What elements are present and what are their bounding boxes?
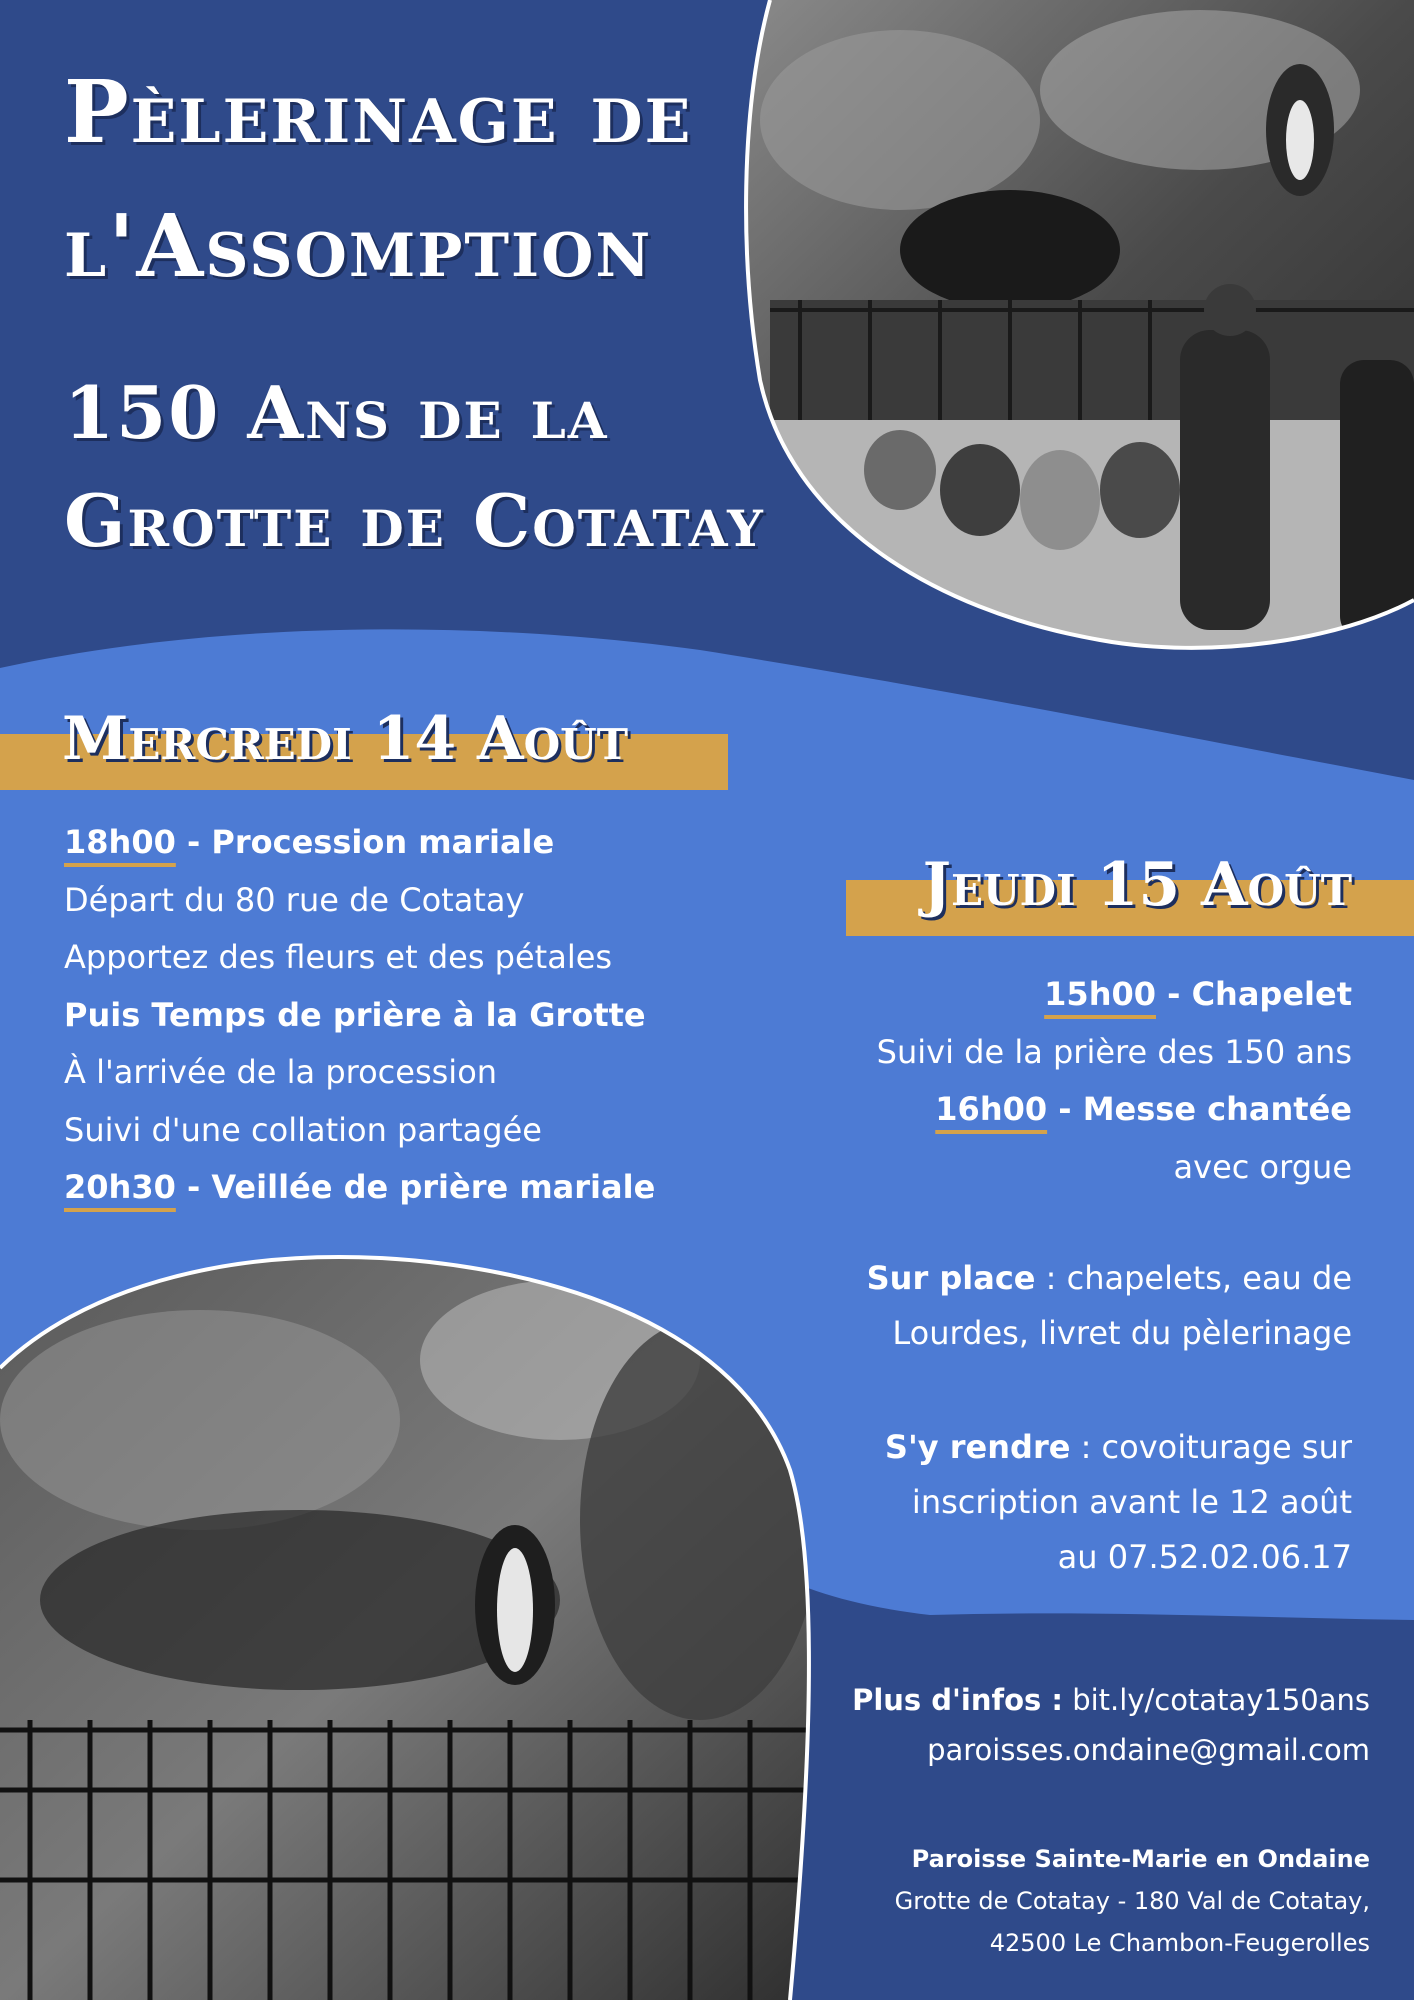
time-badge: 16h00 <box>935 1090 1048 1128</box>
day1-program <box>64 814 655 1217</box>
grotto-photo-bottom <box>0 1250 820 2000</box>
sy-rendre-label: S'y rendre <box>884 1428 1071 1466</box>
address-block <box>895 1838 1370 1964</box>
contact-email[interactable]: paroisses.ondaine@gmail.com <box>927 1733 1370 1767</box>
title-line-2: l'Assomption <box>64 196 653 297</box>
event-label: - Chapelet <box>1156 975 1352 1013</box>
day1-item-4 <box>64 987 655 1045</box>
time-badge: 15h00 <box>1044 975 1156 1013</box>
info-link[interactable]: bit.ly/cotatay150ans <box>1062 1683 1370 1717</box>
day2-item-2: Suivi de la prière des 150 ans <box>876 1032 1352 1071</box>
more-info-label: Plus d'infos : <box>852 1683 1063 1717</box>
day1-item-3: Apportez des fleurs et des pétales <box>64 938 613 976</box>
day2-item-3 <box>877 1081 1352 1139</box>
event-label: Puis Temps de prière à la Grotte <box>64 995 646 1034</box>
time-badge: 20h30 <box>64 1168 176 1206</box>
sy-rendre-phone: au 07.52.02.06.17 <box>1057 1538 1352 1576</box>
sur-place-block <box>867 1251 1352 1361</box>
day1-item-7 <box>64 1159 655 1217</box>
sur-place-label: Sur place <box>866 1259 1036 1297</box>
sur-place-line-1 <box>867 1251 1352 1306</box>
day1-item-6: Suivi d'une collation partagée <box>64 1110 542 1149</box>
day1-heading: Mercredi 14 Août <box>62 704 629 774</box>
event-label: - Messe chantée <box>1047 1090 1352 1128</box>
day1-item-1 <box>64 814 655 872</box>
subtitle-line-2: Grotte de Cotatay <box>64 478 765 563</box>
day1-item-2: Départ du 80 rue de Cotatay <box>64 880 525 919</box>
sy-rendre-block <box>885 1420 1352 1585</box>
parish-label: Paroisse Sainte-Marie en Ondaine <box>911 1845 1370 1873</box>
title-line-1: Pèlerinage de <box>64 62 693 163</box>
address-line-2: 42500 Le Chambon-Feugerolles <box>989 1929 1370 1957</box>
more-info-block <box>852 1675 1370 1775</box>
event-label: - Veillée de prière mariale <box>175 1168 656 1206</box>
day2-heading: Jeudi 15 Août <box>922 850 1352 920</box>
sy-rendre-line-2: inscription avant le 12 août <box>911 1483 1352 1521</box>
sur-place-text: : chapelets, eau de <box>1035 1259 1352 1297</box>
day2-item-1 <box>877 966 1352 1024</box>
sy-rendre-line-1 <box>885 1420 1352 1475</box>
time-badge: 18h00 <box>64 823 176 861</box>
parish-name <box>895 1838 1370 1880</box>
day1-item-5: À l'arrivée de la procession <box>64 1053 498 1091</box>
day2-item-4: avec orgue <box>1173 1147 1352 1186</box>
more-info-line <box>852 1675 1370 1725</box>
event-label: - Procession mariale <box>175 823 555 861</box>
day2-program <box>877 966 1352 1196</box>
subtitle-line-1: 150 Ans de la <box>64 370 609 455</box>
address-line-1: Grotte de Cotatay - 180 Val de Cotatay, <box>894 1887 1370 1915</box>
sur-place-line-2: Lourdes, livret du pèlerinage <box>892 1314 1352 1352</box>
sy-rendre-text: : covoiturage sur <box>1070 1428 1352 1466</box>
